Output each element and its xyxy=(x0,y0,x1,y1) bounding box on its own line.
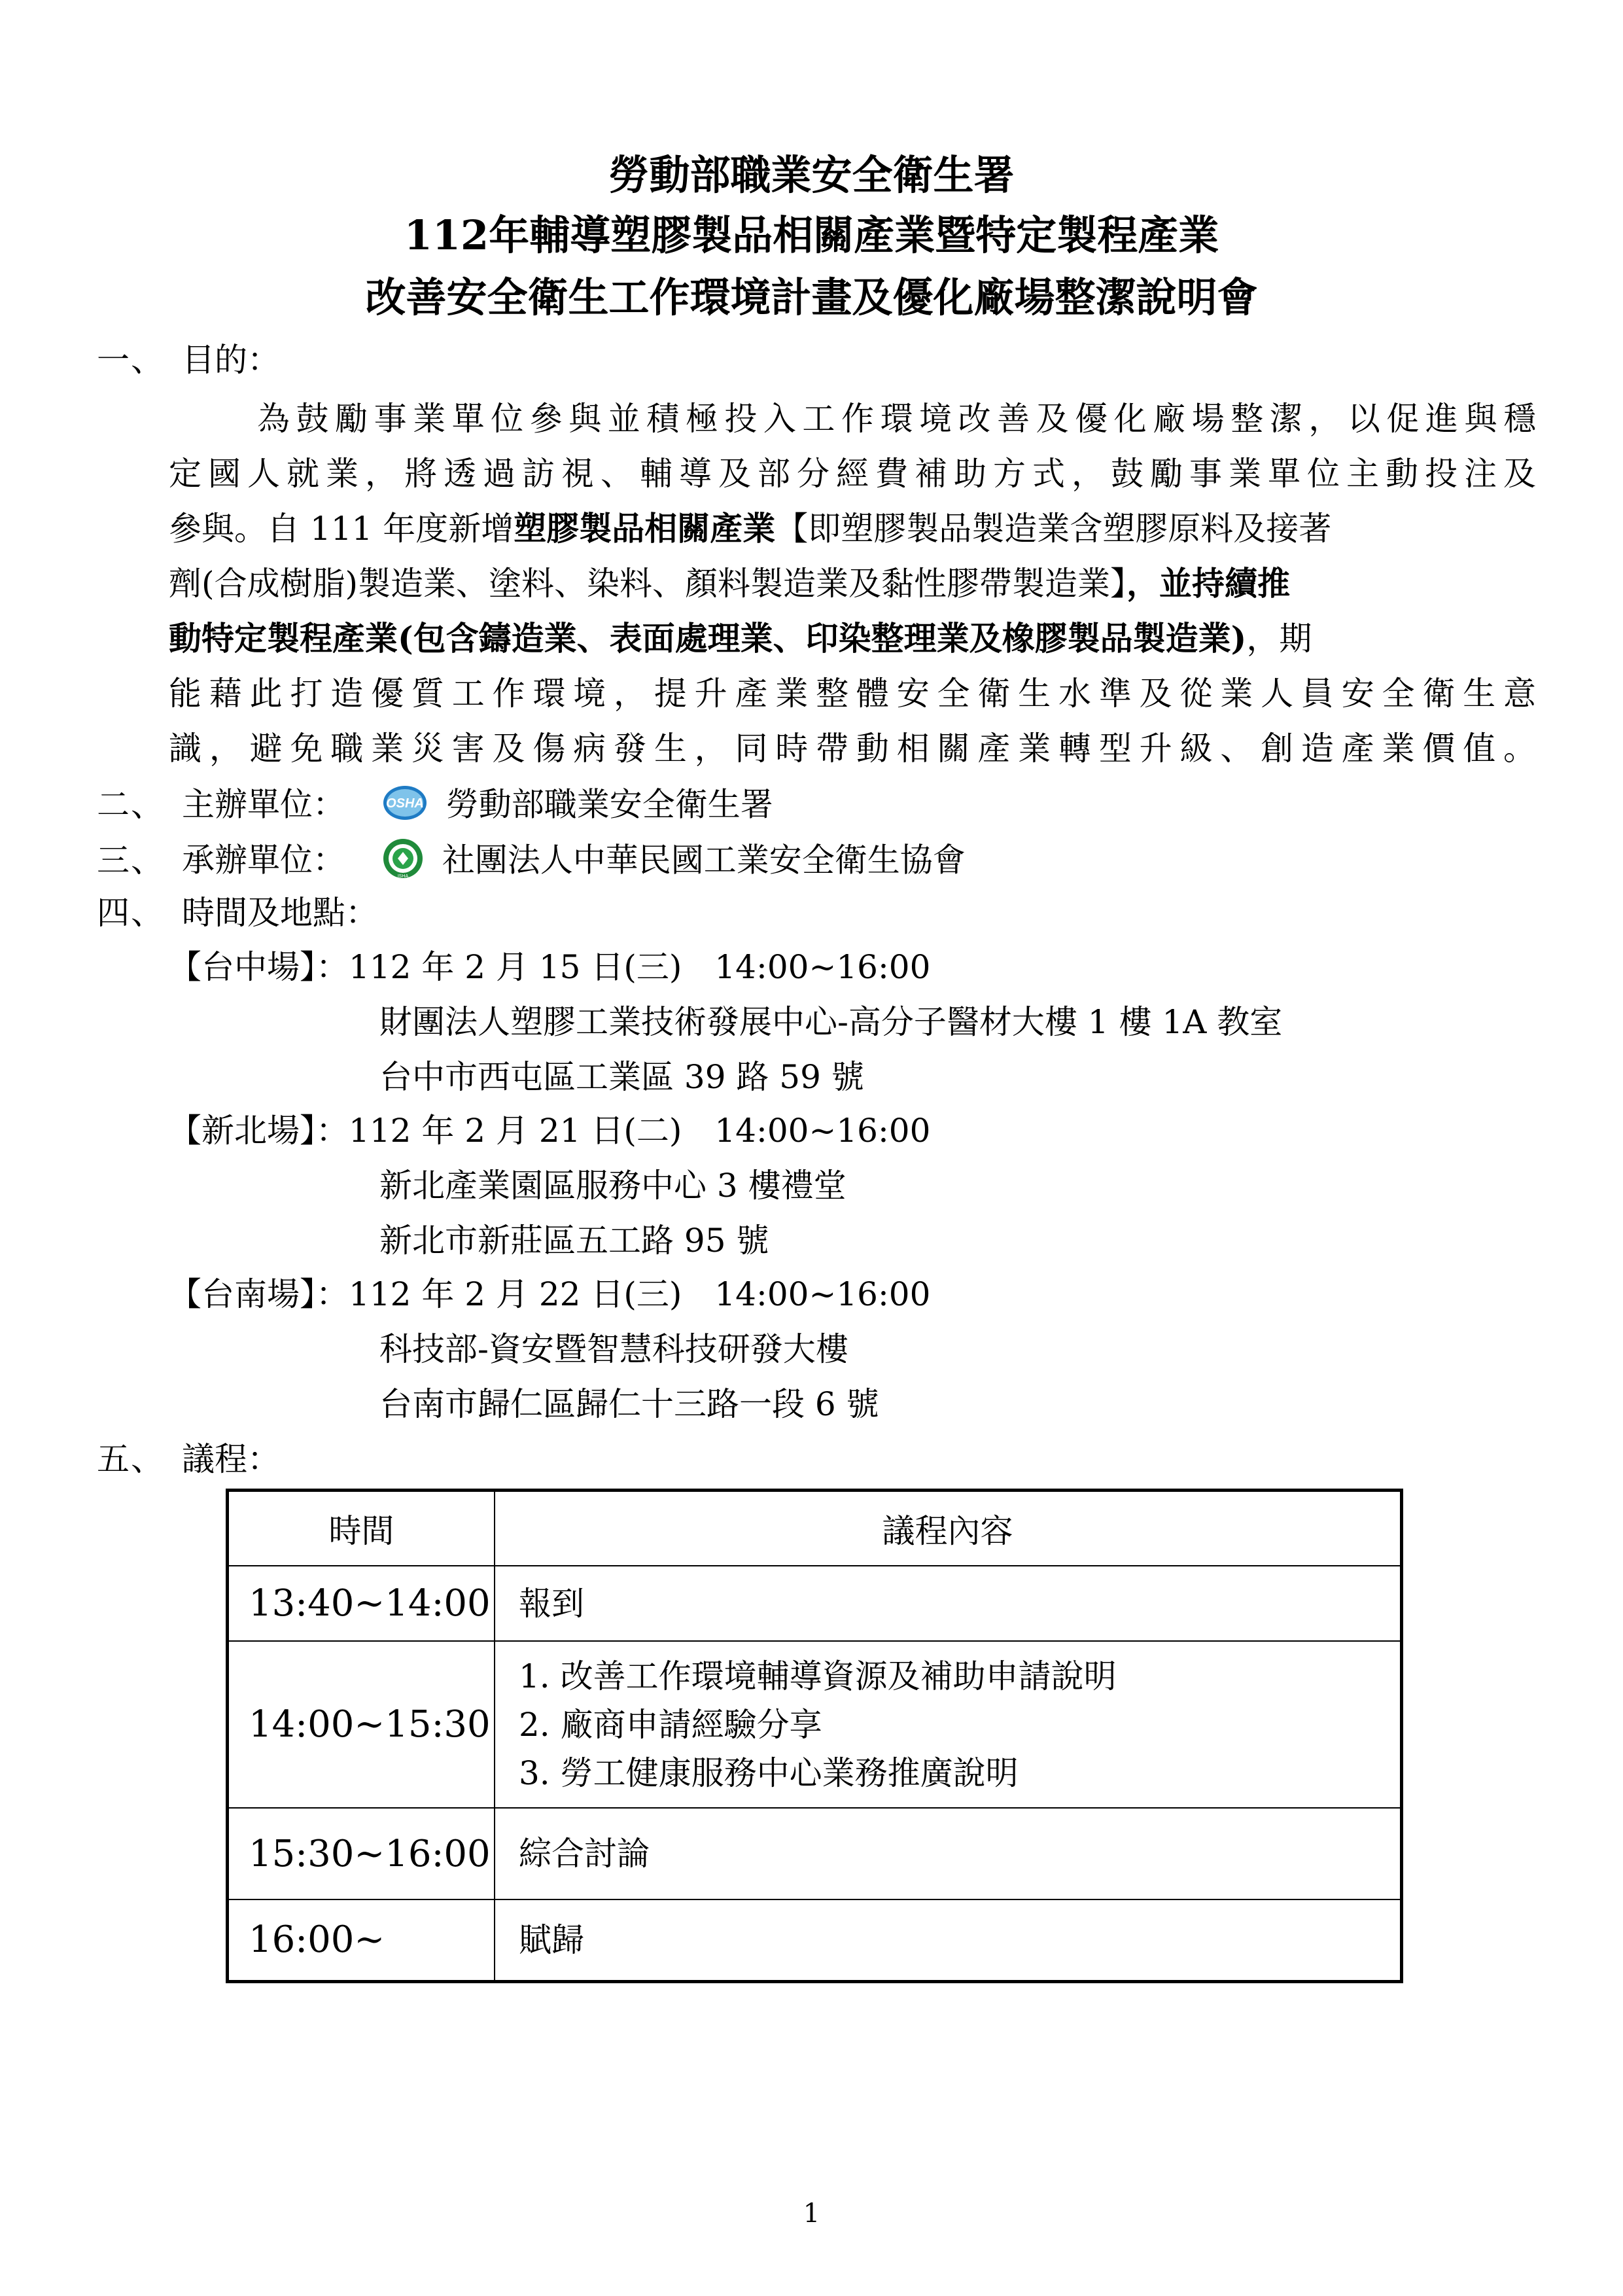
document-title: 勞動部職業安全衛生署 xyxy=(608,151,1015,199)
venue-tainan: 【台南場】：112 年 2 月 22 日(三) 14:00~16:00 xyxy=(169,1275,931,1313)
agenda-time: 13:40~14:00 xyxy=(228,1566,495,1641)
venue-address: 台南市歸仁區歸仁十三路一段 6 號 xyxy=(379,1385,879,1423)
svg-text:OSHA: OSHA xyxy=(386,796,424,811)
section-coorganizer: 三、 承辦單位： ISHA 社團法人中華民國工業安全衛生協會 xyxy=(97,838,966,888)
agenda-time: 14:00~15:30 xyxy=(228,1641,495,1808)
venue-place: 財團法人塑膠工業技術發展中心-高分子醫材大樓 1 樓 1A 教室 xyxy=(379,1003,1283,1041)
purpose-line: 動特定製程產業(包含鑄造業、表面處理業、印染整理業及橡膠製品製造業)，期 xyxy=(169,619,1312,658)
agenda-table xyxy=(226,1489,1403,1983)
coorganizer-name: 社團法人中華民國工業安全衛生協會 xyxy=(442,841,966,879)
agenda-content: 綜合討論 xyxy=(495,1808,1402,1899)
purpose-line: 參與。自 111 年度新增塑膠製品相關產業【即塑膠製品製造業含塑膠原料及接著 xyxy=(169,509,1332,548)
agenda-time: 16:00~ xyxy=(228,1899,495,1981)
isha-logo-icon xyxy=(382,838,424,888)
purpose-line: 劑(合成樹脂)製造業、塗料、染料、顏料製造業及黏性膠帶製造業】，並持續推 xyxy=(169,564,1291,603)
page-number: 1 xyxy=(803,2199,820,2229)
purpose-line: 定國人就業，將透過訪視、輔導及部分經費補助方式，鼓勵事業單位主動投注及 xyxy=(169,455,1536,493)
column-header-time: 時間 xyxy=(228,1491,495,1566)
column-header-content: 議程內容 xyxy=(495,1491,1402,1566)
section-agenda-heading: 五、 議程： xyxy=(97,1440,280,1478)
table-row xyxy=(228,1566,1402,1641)
venue-address: 台中市西屯區工業區 39 路 59 號 xyxy=(379,1058,864,1096)
document-subtitle-2: 改善安全衛生工作環境計畫及優化廠場整潔說明會 xyxy=(365,274,1258,321)
agenda-time: 15:30~16:00 xyxy=(228,1808,495,1899)
organizer-name: 勞動部職業安全衛生署 xyxy=(445,785,773,824)
agenda-content: 報到 xyxy=(495,1566,1402,1641)
table-header-row xyxy=(228,1491,1402,1566)
agenda-content: 賦歸 xyxy=(495,1899,1402,1981)
agenda-item: 1. 改善工作環境輔導資源及補助申請說明 xyxy=(519,1657,1117,1695)
agenda-item: 2. 廠商申請經驗分享 xyxy=(519,1705,822,1744)
osha-logo-icon xyxy=(382,784,428,830)
section-purpose-heading: 一、 目的： xyxy=(97,341,280,379)
venue-place: 新北產業園區服務中心 3 樓禮堂 xyxy=(379,1167,846,1205)
venue-new-taipei: 【新北場】：112 年 2 月 21 日(二) 14:00~16:00 xyxy=(169,1112,931,1150)
venue-taichung: 【台中場】：112 年 2 月 15 日(三) 14:00~16:00 xyxy=(169,948,931,986)
agenda-item: 3. 勞工健康服務中心業務推廣說明 xyxy=(519,1754,1019,1792)
purpose-line: 能藉此打造優質工作環境，提升產業整體安全衛生水準及從業人員安全衛生意 xyxy=(169,675,1536,713)
section-organizer: 二、 主辦單位： OSHA 勞動部職業安全衛生署 xyxy=(97,784,773,830)
venue-address: 新北市新莊區五工路 95 號 xyxy=(379,1222,769,1260)
document-subtitle: 112年輔導塑膠製品相關產業暨特定製程產業 xyxy=(404,211,1219,259)
section-schedule-heading: 四、 時間及地點： xyxy=(97,894,378,932)
venue-place: 科技部-資安暨智慧科技研發大樓 xyxy=(379,1330,848,1368)
purpose-line: 為鼓勵事業單位參與並積極投入工作環境改善及優化廠場整潔，以促進與穩 xyxy=(257,400,1536,438)
purpose-paragraph xyxy=(169,391,1536,776)
agenda-content xyxy=(495,1641,1402,1808)
table-row xyxy=(228,1899,1402,1981)
table-row xyxy=(228,1808,1402,1899)
table-row xyxy=(228,1641,1402,1808)
svg-text:ISHA: ISHA xyxy=(397,874,409,879)
purpose-line: 識，避免職業災害及傷病發生，同時帶動相關產業轉型升級、創造產業價值。 xyxy=(169,730,1536,768)
